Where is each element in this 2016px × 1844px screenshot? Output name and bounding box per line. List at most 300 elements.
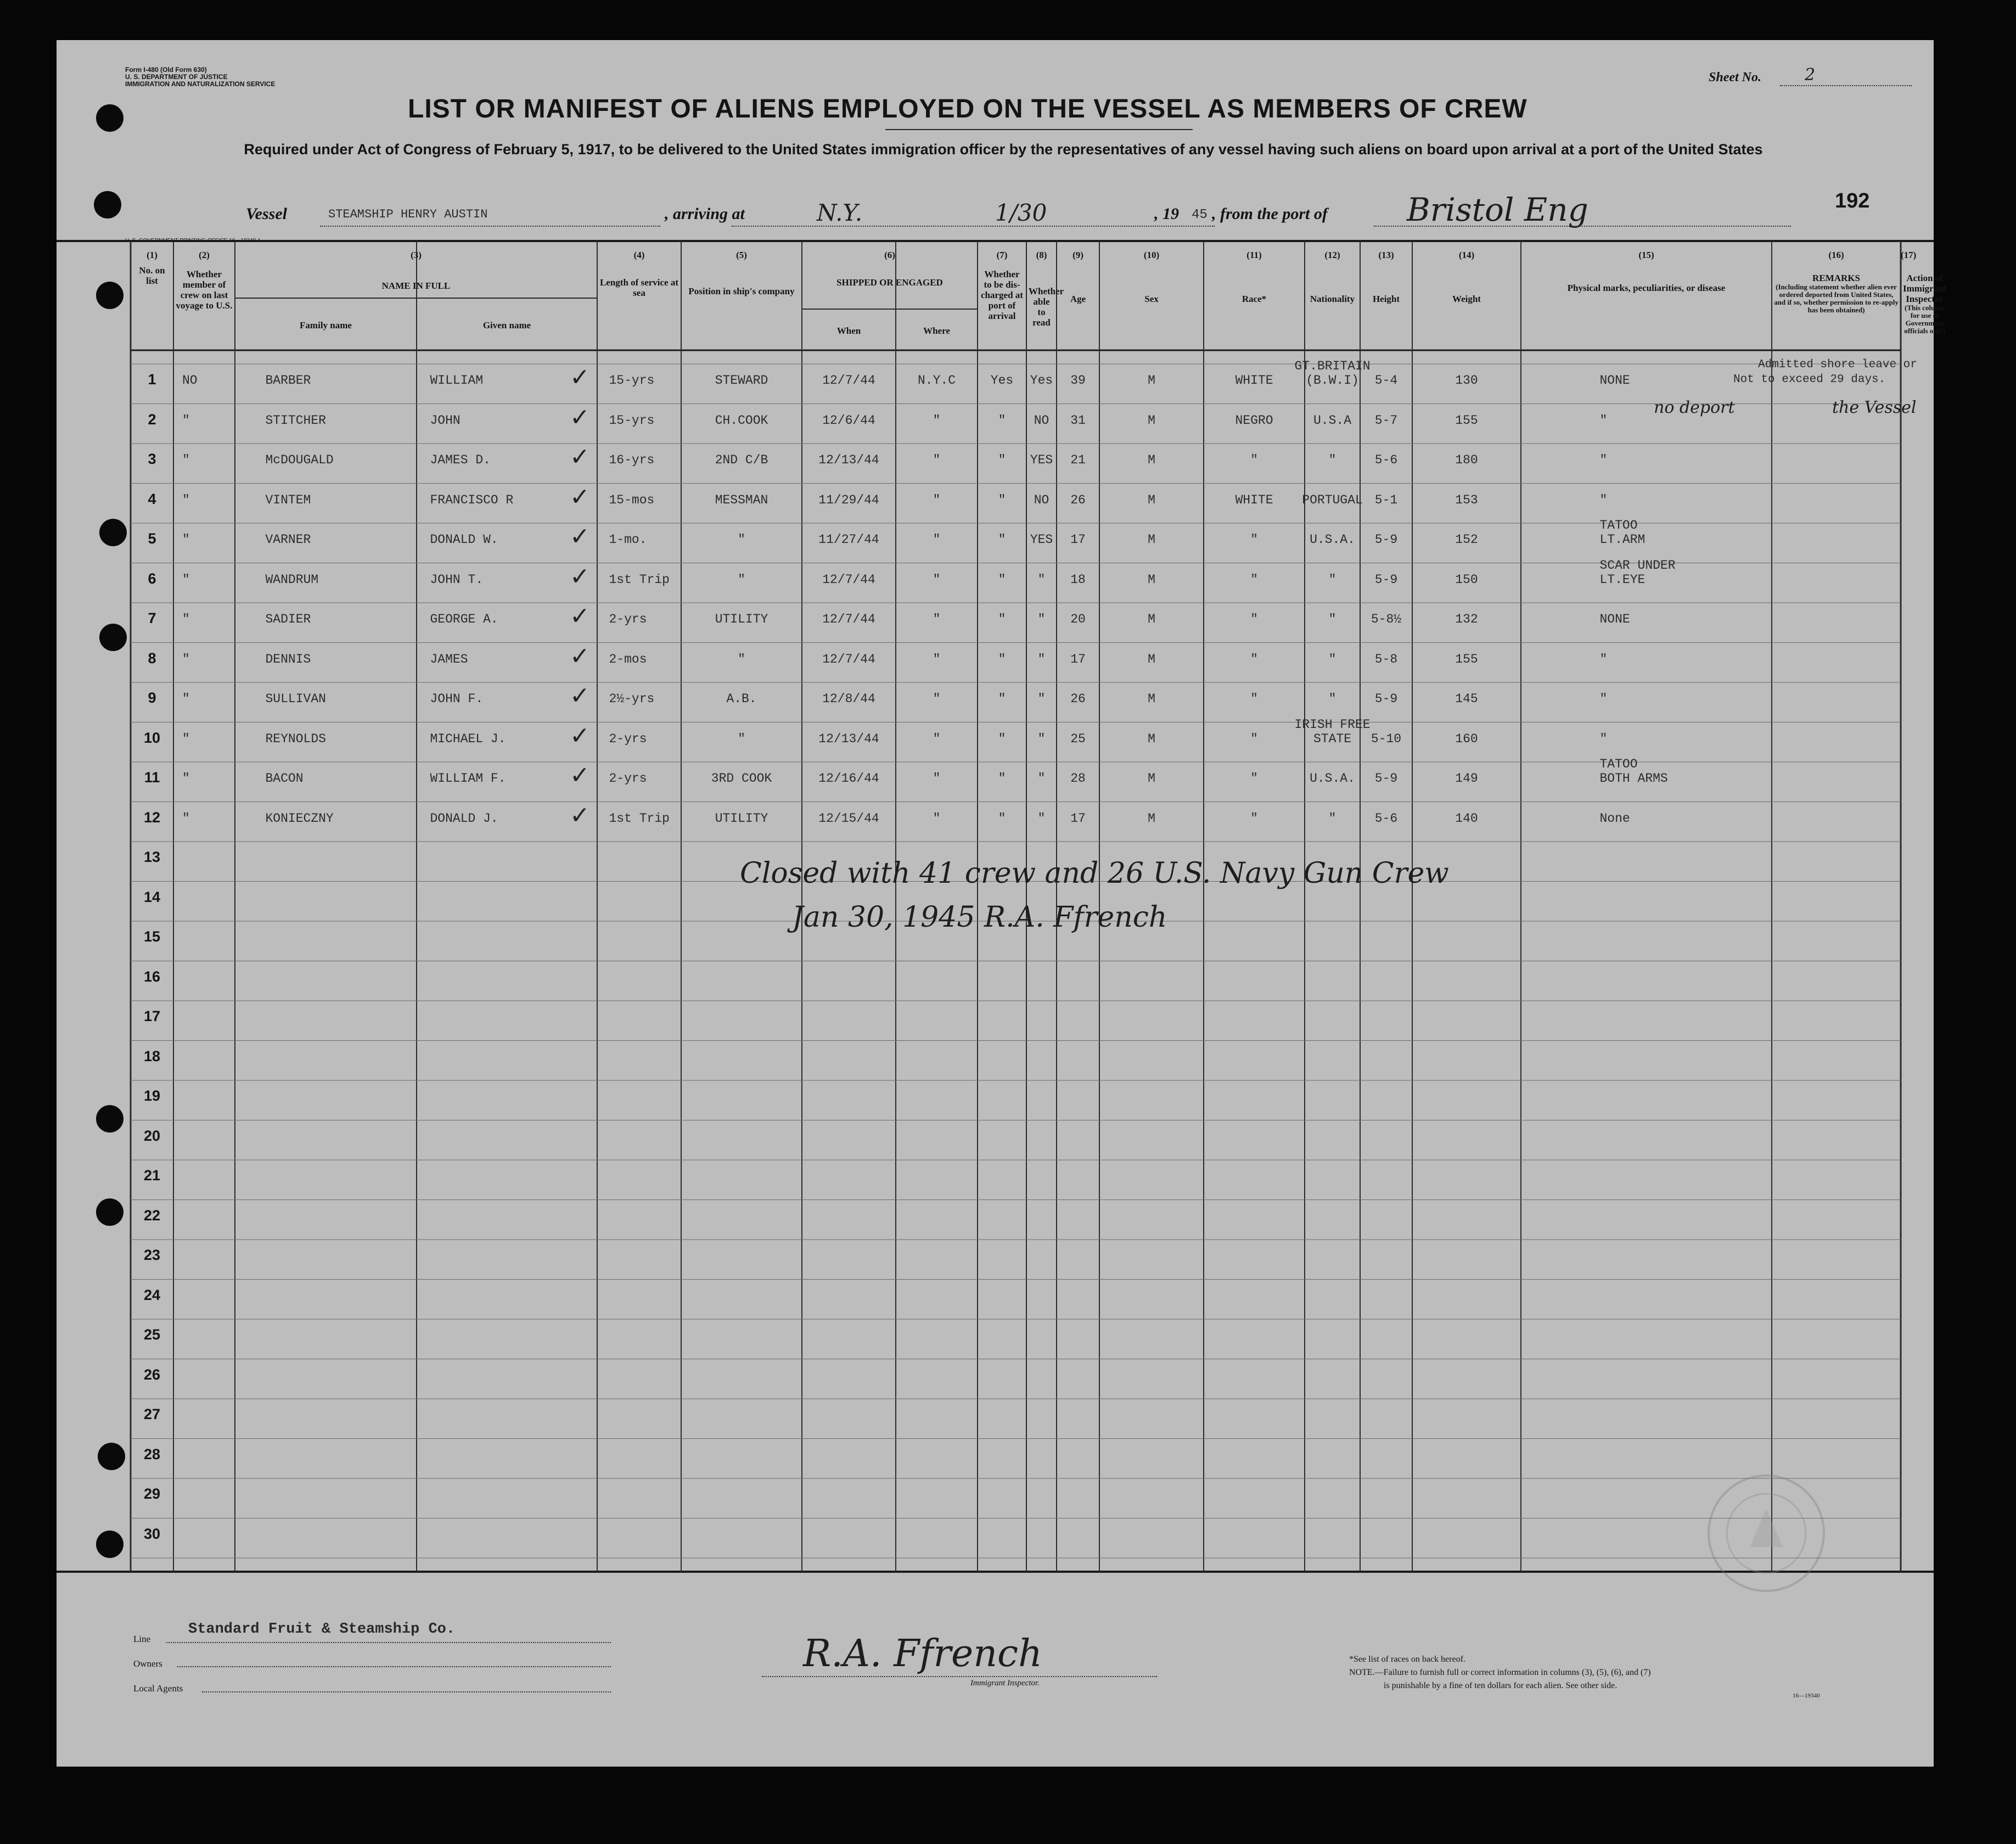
column-number: (4) [633,250,645,260]
crew-age: 39 [1070,373,1086,388]
inspector-signature: R.A. Ffrench [803,1632,1042,1675]
row-number: 19 [143,1088,161,1104]
crew-nationality: " [1328,652,1336,666]
crew-physical-marks: None [1599,811,1630,826]
crew-sex: M [1148,771,1155,786]
crew-prev-voyage: NO [182,373,198,388]
crew-service-length: 2½-yrs [609,692,655,706]
crew-discharged: " [998,413,1006,428]
crew-shipped-where: " [933,612,941,626]
crew-position: " [738,572,745,587]
column-header: Whether to be dis-charged at port of arrival [981,269,1023,321]
crew-position: CH.COOK [715,413,768,428]
crew-physical-marks: " [1599,453,1608,467]
crew-family-name: VINTEM [265,492,311,507]
crew-sex: M [1148,413,1155,428]
agents-underline [202,1691,611,1692]
crew-shipped-when: 12/7/44 [822,652,875,666]
crew-service-length: 2-yrs [609,771,647,786]
crew-prev-voyage: " [182,572,190,587]
crew-weight: 130 [1455,373,1478,388]
manifest-sheet [57,40,1947,1767]
crew-family-name: VARNER [265,533,311,547]
crew-weight: 132 [1455,612,1478,626]
page-title: LIST OR MANIFEST OF ALIENS EMPLOYED ON THE VESSEL AS MEMBERS OF CREW [408,94,1528,124]
crew-discharged: " [998,453,1006,467]
line-value: Standard Fruit & Steamship Co. [188,1621,456,1638]
column-number: (10) [1143,250,1160,260]
crew-race: WHITE [1235,373,1273,388]
crew-given-name: GEORGE A. [430,612,498,626]
crew-prev-voyage: " [182,612,190,626]
crew-able-to-read: NO [1034,492,1049,507]
crew-shipped-when: 12/7/44 [822,572,875,587]
column-number: (13) [1378,250,1394,260]
crew-able-to-read: " [1037,692,1046,706]
crew-sex: M [1148,612,1155,626]
crew-family-name: DENNIS [265,652,311,666]
column-header: No. on list [139,265,165,286]
crew-able-to-read: NO [1034,413,1049,428]
crew-family-name: REYNOLDS [265,731,326,746]
row-number: 5 [148,530,156,547]
crew-sex: M [1148,453,1155,467]
column-subheader: Family name [300,320,352,330]
remark-handwritten-1: no deport [1654,398,1735,417]
crew-given-name: JAMES D. [430,453,491,467]
crew-given-name: WILLIAM F. [430,771,506,786]
crew-shipped-where: " [933,413,941,428]
crew-age: 17 [1070,811,1086,826]
row-number: 29 [143,1486,161,1502]
crew-age: 26 [1070,492,1086,507]
crew-discharged: " [998,731,1006,746]
crew-sex: M [1148,731,1155,746]
crew-height: 5-7 [1374,413,1398,428]
inspector-label: Immigrant Inspector. [970,1679,1040,1688]
row-number: 14 [143,888,161,905]
crew-able-to-read: YES [1030,533,1053,547]
crew-nationality: " [1328,453,1336,467]
row-number: 2 [148,411,156,428]
vessel-label: Vessel [246,205,287,223]
row-number: 4 [148,490,156,507]
crew-service-length: 15-yrs [609,413,655,428]
column-number: (12) [1324,250,1340,260]
column-header: Action of Immigrant Inspector (This column for use of Government officials only) [1903,273,1947,335]
from-port-label: , from the port of [1212,205,1328,223]
column-number: (6) [884,250,895,260]
form-number-line: Form I-480 (Old Form 630) [125,66,207,74]
crew-physical-marks: NONE [1599,612,1630,626]
crew-discharged: " [998,692,1006,706]
crew-discharged: Yes [990,373,1014,388]
column-number: (11) [1246,250,1262,260]
crew-weight: 160 [1455,731,1478,746]
column-number: (15) [1638,250,1654,260]
crew-physical-marks-line-2: BOTH ARMS [1599,771,1668,786]
crew-prev-voyage: " [182,413,190,428]
crew-physical-marks-line-2: LT.ARM [1599,533,1646,547]
remark-shore-leave-1: Admitted shore leave or [1758,358,1917,371]
requirement-text: Required under Act of Congress of February 5, 1917, to be delivered to the United States immigration officer by the representatives of any vessel having such aliens on board upon arrival at a port of the United States [244,141,1763,158]
crew-given-name: DONALD W. [430,533,498,547]
crew-height: 5-9 [1374,533,1398,547]
column-header: Whether member of crew on last voyage to U.S. [176,269,233,311]
crew-race: " [1250,811,1258,826]
crew-shipped-when: 12/15/44 [818,811,879,826]
crew-weight: 155 [1455,413,1478,428]
column-header: Sex [1144,294,1159,304]
crew-height: 5-6 [1374,811,1398,826]
crew-sex: M [1148,492,1155,507]
check-mark: ✓ [570,761,590,789]
crew-position: " [738,533,745,547]
crew-discharged: " [998,612,1006,626]
crew-race: WHITE [1235,492,1273,507]
crew-age: 17 [1070,533,1086,547]
crew-age: 17 [1070,652,1086,666]
crew-service-length: 1st Trip [609,572,670,587]
crew-physical-marks: SCAR UNDER [1599,558,1676,573]
crew-able-to-read: " [1037,572,1046,587]
crew-age: 28 [1070,771,1086,786]
owners-underline [177,1666,611,1667]
column-number: (16) [1828,250,1844,260]
inspector-line [762,1676,1157,1677]
crew-physical-marks: TATOO [1599,518,1638,533]
check-mark: ✓ [570,483,590,511]
crew-nationality: IRISH FREE [1294,717,1371,732]
row-number: 20 [143,1127,161,1144]
crew-given-name: MICHAEL J. [430,731,506,746]
row-number: 9 [148,690,156,706]
crew-shipped-when: 12/13/44 [818,731,879,746]
crew-service-length: 15-mos [609,492,655,507]
closing-note-line-1: Closed with 41 crew and 26 U.S. Navy Gun Crew [740,857,1449,890]
crew-shipped-where: N.Y.C [917,373,956,388]
inspector-seal [1703,1470,1829,1596]
crew-sex: M [1148,373,1155,388]
crew-service-length: 2-yrs [609,731,647,746]
crew-shipped-when: 12/8/44 [822,692,875,706]
check-mark: ✓ [570,403,590,431]
column-header-note: (Including statement whether alien ever ordered deported from United States, and if so, whether permission to re-apply has been obtained) [1774,283,1899,314]
row-number: 26 [143,1366,161,1383]
crew-sex: M [1148,811,1155,826]
crew-discharged: " [998,771,1006,786]
crew-weight: 180 [1455,453,1478,467]
column-header: Physical marks, peculiarities, or disease [1567,283,1726,293]
check-mark: ✓ [570,642,590,670]
arriving-date: 1/30 [995,199,1047,226]
crew-discharged: " [998,652,1006,666]
crew-given-name: DONALD J. [430,811,498,826]
row-number: 6 [148,570,156,587]
column-header: Length of service at sea [599,277,679,298]
crew-sex: M [1148,533,1155,547]
row-number: 7 [148,610,156,626]
column-header: Position in ship's company [688,286,795,296]
crew-prev-voyage: " [182,533,190,547]
crew-given-name: WILLIAM [430,373,484,388]
crew-shipped-where: " [933,692,941,706]
crew-weight: 155 [1455,652,1478,666]
crew-nationality: GT.BRITAIN [1294,359,1371,373]
crew-prev-voyage: " [182,652,190,666]
check-mark: ✓ [570,562,590,591]
crew-shipped-when: 12/13/44 [818,453,879,467]
row-number: 16 [143,968,161,985]
remark-handwritten-2: the Vessel [1832,398,1917,417]
agents-label: Local Agents [133,1683,183,1694]
row-number: 13 [143,849,161,865]
crew-nationality: " [1328,811,1336,826]
crew-height: 5-10 [1371,731,1402,746]
crew-shipped-when: 12/6/44 [822,413,875,428]
crew-discharged: " [998,492,1006,507]
crew-able-to-read: Yes [1030,373,1053,388]
column-header: Weight [1452,294,1481,304]
year-prefix: , 19 [1154,205,1179,223]
form-department-line: U. S. DEPARTMENT OF JUSTICE [125,73,228,81]
row-number: 24 [143,1286,161,1303]
crew-shipped-when: 12/7/44 [822,373,875,388]
column-header: Age [1070,294,1086,304]
sheet-no-label: Sheet No. [1709,70,1761,85]
column-number: (3) [411,250,422,260]
crew-age: 25 [1070,731,1086,746]
crew-height: 5-8 [1374,652,1398,666]
arriving-label: , arriving at [665,205,745,223]
crew-race: " [1250,572,1258,587]
crew-able-to-read: " [1037,612,1046,626]
crew-shipped-when: 11/29/44 [818,492,879,507]
crew-position: UTILITY [715,811,768,826]
crew-nationality: " [1328,692,1336,706]
owners-label: Owners [133,1658,162,1669]
column-header: Height [1372,294,1400,304]
crew-sex: M [1148,692,1155,706]
row-number: 18 [143,1047,161,1064]
crew-weight: 152 [1455,533,1478,547]
crew-sex: M [1148,652,1155,666]
crew-position: MESSMAN [715,492,768,507]
crew-race: " [1250,612,1258,626]
crew-shipped-where: " [933,533,941,547]
row-number: 3 [148,451,156,467]
crew-height: 5-9 [1374,572,1398,587]
crew-nationality-line-2: STATE [1313,731,1351,746]
crew-given-name: JOHN T. [430,572,484,587]
crew-height: 5-9 [1374,771,1398,786]
crew-position: " [738,731,745,746]
crew-shipped-where: " [933,453,941,467]
form-code: 16—19340 [1793,1692,1820,1699]
crew-position: 3RD COOK [711,771,772,786]
line-label: Line [133,1634,151,1644]
crew-family-name: McDOUGALD [265,453,334,467]
from-port: Bristol Eng [1407,191,1588,228]
crew-position: 2ND C/B [715,453,768,467]
crew-weight: 149 [1455,771,1478,786]
crew-shipped-where: " [933,731,941,746]
row-number: 12 [143,809,161,826]
crew-height: 5-8½ [1371,612,1402,626]
crew-position: A.B. [726,692,757,706]
crew-weight: 140 [1455,811,1478,826]
crew-physical-marks-line-2: LT.EYE [1599,572,1646,587]
crew-height: 5-1 [1374,492,1398,507]
column-number: (17) [1901,250,1917,260]
column-header-note: (This column for use of Government officials only) [1904,304,1946,335]
crew-race: " [1250,533,1258,547]
crew-prev-voyage: " [182,811,190,826]
crew-service-length: 2-yrs [609,612,647,626]
check-mark: ✓ [570,801,590,829]
column-number: (9) [1072,250,1083,260]
crew-race: NEGRO [1235,413,1273,428]
crew-prev-voyage: " [182,731,190,746]
crew-nationality: U.S.A. [1310,771,1355,786]
crew-shipped-where: " [933,811,941,826]
crew-given-name: JAMES [430,652,468,666]
year-suffix: 45 [1192,208,1208,222]
crew-shipped-when: 12/16/44 [818,771,879,786]
crew-able-to-read: " [1037,652,1046,666]
crew-shipped-where: " [933,572,941,587]
crew-race: " [1250,731,1258,746]
crew-age: 20 [1070,612,1086,626]
crew-able-to-read: YES [1030,453,1053,467]
check-mark: ✓ [570,682,590,710]
crew-position: STEWARD [715,373,768,388]
vessel-name: STEAMSHIP HENRY AUSTIN [328,208,488,221]
crew-sex: M [1148,572,1155,587]
crew-nationality: PORTUGAL [1302,492,1363,507]
crew-nationality-line-2: (B.W.I) [1306,373,1359,388]
row-number: 23 [143,1247,161,1263]
row-number: 25 [143,1326,161,1343]
crew-prev-voyage: " [182,492,190,507]
arriving-port: N.Y. [817,199,863,226]
crew-able-to-read: " [1037,771,1046,786]
crew-service-length: 1st Trip [609,811,670,826]
crew-race: " [1250,771,1258,786]
remark-shore-leave-2: Not to exceed 29 days. [1733,373,1886,386]
crew-physical-marks: " [1599,731,1608,746]
check-mark: ✓ [570,363,590,391]
check-mark: ✓ [570,523,590,551]
row-number: 22 [143,1207,161,1224]
check-mark: ✓ [570,443,590,471]
crew-physical-marks: " [1599,692,1608,706]
crew-race: " [1250,692,1258,706]
crew-nationality: U.S.A. [1310,533,1355,547]
column-subheader: Where [923,326,950,336]
crew-shipped-when: 12/7/44 [822,612,875,626]
column-subheader: When [836,326,861,336]
crew-age: 18 [1070,572,1086,587]
crew-shipped-where: " [933,492,941,507]
column-number: (7) [996,250,1008,260]
crew-nationality: " [1328,612,1336,626]
crew-family-name: SADIER [265,612,311,626]
column-header: SHIPPED OR ENGAGED [836,277,943,288]
crew-family-name: BACON [265,771,304,786]
crew-weight: 145 [1455,692,1478,706]
crew-discharged: " [998,811,1006,826]
crew-family-name: SULLIVAN [265,692,326,706]
row-number: 1 [148,371,156,388]
crew-physical-marks: NONE [1599,373,1630,388]
crew-shipped-where: " [933,652,941,666]
row-number: 11 [144,769,160,786]
crew-physical-marks: " [1599,492,1608,507]
printer-note: U. S. GOVERNMENT PRINTING OFFICE 16—19340-1 [125,238,261,244]
row-number: 27 [143,1406,161,1422]
crew-discharged: " [998,533,1006,547]
row-number: 21 [143,1167,161,1184]
crew-age: 31 [1070,413,1086,428]
crew-service-length: 2-mos [609,652,647,666]
form-service-line: IMMIGRATION AND NATURALIZATION SERVICE [125,80,276,88]
sheet-no-value: 2 [1805,65,1816,85]
column-header: REMARKS (Including statement whether alien ever ordered deported from United States, and if so, whether permission to re-apply has been obtained) [1774,273,1899,314]
crew-nationality: U.S.A [1313,413,1351,428]
crew-weight: 150 [1455,572,1478,587]
crew-race: " [1250,453,1258,467]
closing-note-line-2: Jan 30, 1945 R.A. Ffrench [792,901,1167,934]
column-header: NAME IN FULL [381,281,451,291]
check-mark: ✓ [570,602,590,630]
column-header: Nationality [1310,294,1355,304]
crew-able-to-read: " [1037,731,1046,746]
crew-weight: 153 [1455,492,1478,507]
crew-family-name: WANDRUM [265,572,319,587]
crew-position: UTILITY [715,612,768,626]
page-stamp-number: 192 [1835,189,1870,212]
column-header: Whether able to read [1029,286,1064,328]
crew-given-name: JOHN F. [430,692,484,706]
crew-service-length: 15-yrs [609,373,655,388]
column-number: (1) [147,250,158,260]
crew-service-length: 16-yrs [609,453,655,467]
crew-nationality: " [1328,572,1336,587]
race-note: *See list of races on back hereof. [1349,1655,1465,1664]
column-number: (5) [736,250,747,260]
penalty-note-2: is punishable by a fine of ten dollars for each alien. See other side. [1384,1681,1618,1690]
crew-age: 21 [1070,453,1086,467]
crew-discharged: " [998,572,1006,587]
column-number: (14) [1458,250,1475,260]
row-number: 8 [148,649,156,666]
crew-service-length: 1-mo. [609,533,647,547]
crew-physical-marks: " [1599,413,1608,428]
column-number: (8) [1036,250,1047,260]
crew-family-name: BARBER [265,373,311,388]
penalty-note-1: NOTE.—Failure to furnish full or correct information in columns (3), (5), (6), and (7) [1349,1668,1651,1677]
crew-prev-voyage: " [182,692,190,706]
row-number: 30 [143,1525,161,1542]
column-number: (2) [199,250,210,260]
crew-height: 5-4 [1374,373,1398,388]
crew-prev-voyage: " [182,771,190,786]
crew-shipped-where: " [933,771,941,786]
crew-physical-marks: TATOO [1599,757,1638,771]
crew-family-name: STITCHER [265,413,326,428]
crew-able-to-read: " [1037,811,1046,826]
